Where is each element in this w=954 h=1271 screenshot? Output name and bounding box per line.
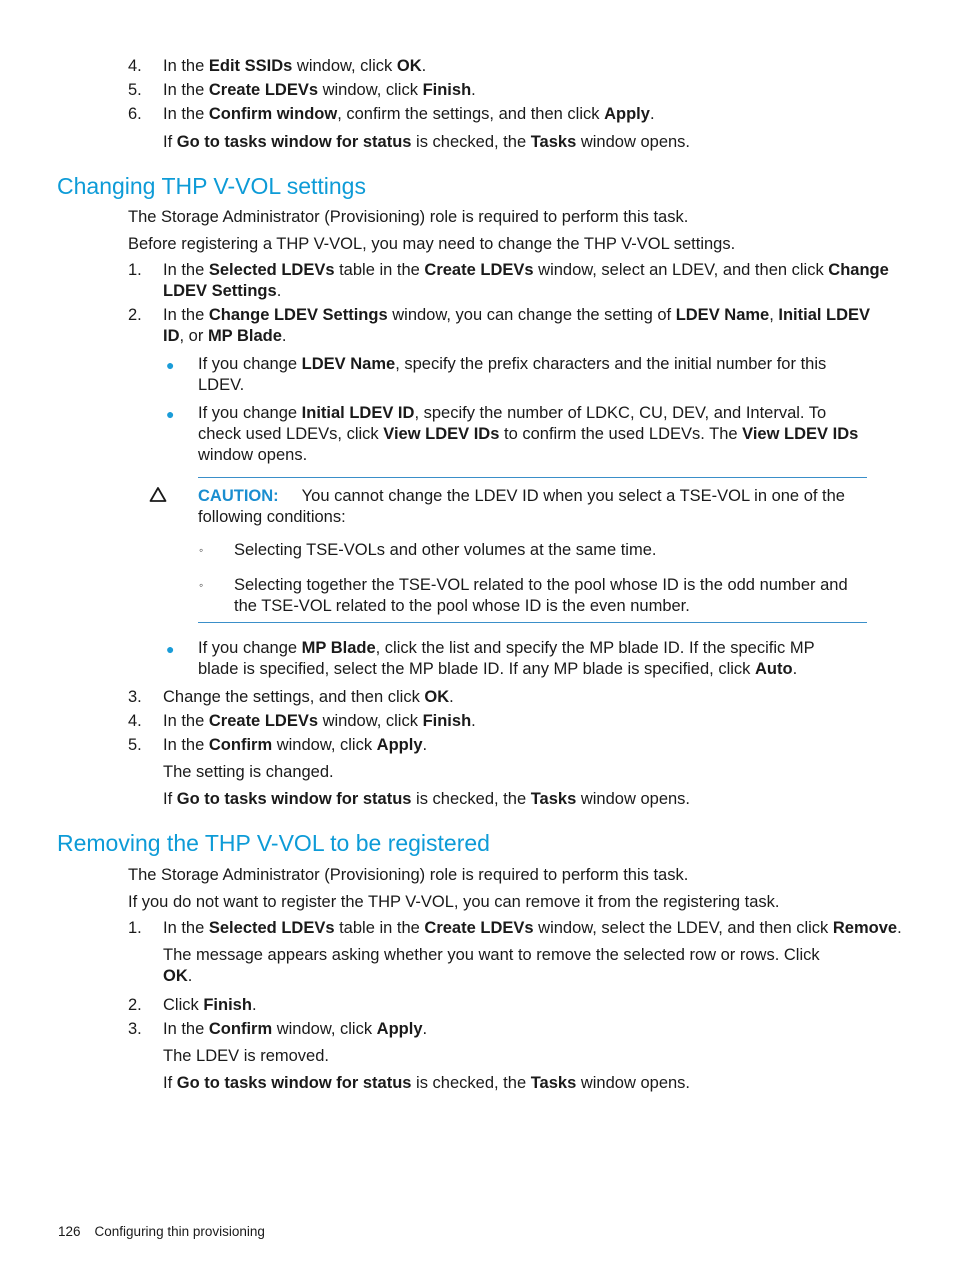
circle-bullet-icon: ◦ <box>199 543 204 557</box>
step-text: In the Change LDEV Settings window, you can change the setting of LDEV Name, Initial LDEV <box>163 306 871 324</box>
bullet-icon: ● <box>166 406 175 422</box>
step-number: 4. <box>128 712 142 730</box>
caution-text: CAUTION: You cannot change the LDEV ID when you select a TSE-VOL in one of the <box>198 487 845 505</box>
step-text: In the Confirm window, click Apply. <box>163 1020 428 1038</box>
step-number: 1. <box>128 261 142 279</box>
circle-bullet-icon: ◦ <box>199 578 204 592</box>
step-number: 5. <box>128 81 142 99</box>
bullet-text: check used LDEVs, click View LDEV IDs to confirm the used LDEVs. The View LDEV IDs <box>198 425 859 443</box>
step-number: 6. <box>128 105 142 123</box>
bullet-text: If you change Initial LDEV ID, specify the number of LDKC, CU, DEV, and Interval. To <box>198 404 827 422</box>
tasks-note: If Go to tasks window for status is checked, the Tasks window opens. <box>163 133 691 151</box>
bullet-icon: ● <box>166 641 175 657</box>
step-text: In the Edit SSIDs window, click OK. <box>163 57 427 75</box>
chapter-title: Configuring thin provisioning <box>94 1224 265 1239</box>
step-text: In the Create LDEVs window, click Finish. <box>163 712 476 730</box>
step-number: 2. <box>128 306 142 324</box>
section-heading-changing-settings: Changing THP V-VOL settings <box>57 173 366 199</box>
step-text: Click Finish. <box>163 996 257 1014</box>
intro-text: The Storage Administrator (Provisioning) role is required to perform this task. <box>128 208 689 226</box>
intro-text: If you do not want to register the THP V-VOL, you can remove it from the registering task. <box>128 893 780 911</box>
bullet-icon: ● <box>166 357 175 373</box>
step-number: 3. <box>128 688 142 706</box>
bullet-text: If you change MP Blade, click the list and specify the MP blade ID. If the specific MP <box>198 639 815 657</box>
bullet-text: blade is specified, select the MP blade ID. If any MP blade is specified, click Auto. <box>198 660 798 678</box>
page-footer <box>58 1223 265 1241</box>
step-text: In the Confirm window, confirm the settings, and then click Apply. <box>163 105 655 123</box>
bullet-text: If you change LDEV Name, specify the prefix characters and the initial number for this <box>198 355 827 373</box>
section-heading-removing: Removing the THP V-VOL to be registered <box>57 830 490 856</box>
step-text: In the Confirm window, click Apply. <box>163 736 428 754</box>
bullet-text: window opens. <box>198 446 308 464</box>
caution-list-item: Selecting TSE-VOLs and other volumes at the same time. <box>234 541 657 559</box>
step-number: 2. <box>128 996 142 1014</box>
step-text: ID, or MP Blade. <box>163 327 287 345</box>
caution-list-item: the TSE-VOL related to the pool whose ID is the even number. <box>234 597 690 615</box>
bullet-text: LDEV. <box>198 376 245 394</box>
step-number: 4. <box>128 57 142 75</box>
step-note: OK. <box>163 967 193 985</box>
caution-text: following conditions: <box>198 508 346 526</box>
result-text: The LDEV is removed. <box>163 1047 329 1065</box>
warning-triangle-icon <box>149 486 167 503</box>
step-text: In the Selected LDEVs table in the Create LDEVs window, select the LDEV, and then click Remove. <box>163 919 902 937</box>
step-number: 1. <box>128 919 142 937</box>
step-text: Change the settings, and then click OK. <box>163 688 454 706</box>
step-text: In the Selected LDEVs table in the Create LDEVs window, select an LDEV, and then click Change <box>163 261 889 279</box>
intro-text: The Storage Administrator (Provisioning) role is required to perform this task. <box>128 866 689 884</box>
tasks-note: If Go to tasks window for status is checked, the Tasks window opens. <box>163 790 691 808</box>
caution-list-item: Selecting together the TSE-VOL related to the pool whose ID is the odd number and <box>234 576 848 594</box>
page-number: 126 <box>58 1224 81 1239</box>
intro-text: Before registering a THP V-VOL, you may need to change the THP V-VOL settings. <box>128 235 736 253</box>
result-text: The setting is changed. <box>163 763 334 781</box>
step-note: The message appears asking whether you want to remove the selected row or rows. Click <box>163 946 820 964</box>
step-number: 3. <box>128 1020 142 1038</box>
tasks-note: If Go to tasks window for status is checked, the Tasks window opens. <box>163 1074 691 1092</box>
caution-top-rule <box>198 477 867 478</box>
step-text: In the Create LDEVs window, click Finish. <box>163 81 476 99</box>
step-number: 5. <box>128 736 142 754</box>
caution-label: CAUTION: <box>198 487 279 505</box>
step-text: LDEV Settings. <box>163 282 282 300</box>
caution-bottom-rule <box>198 622 867 623</box>
